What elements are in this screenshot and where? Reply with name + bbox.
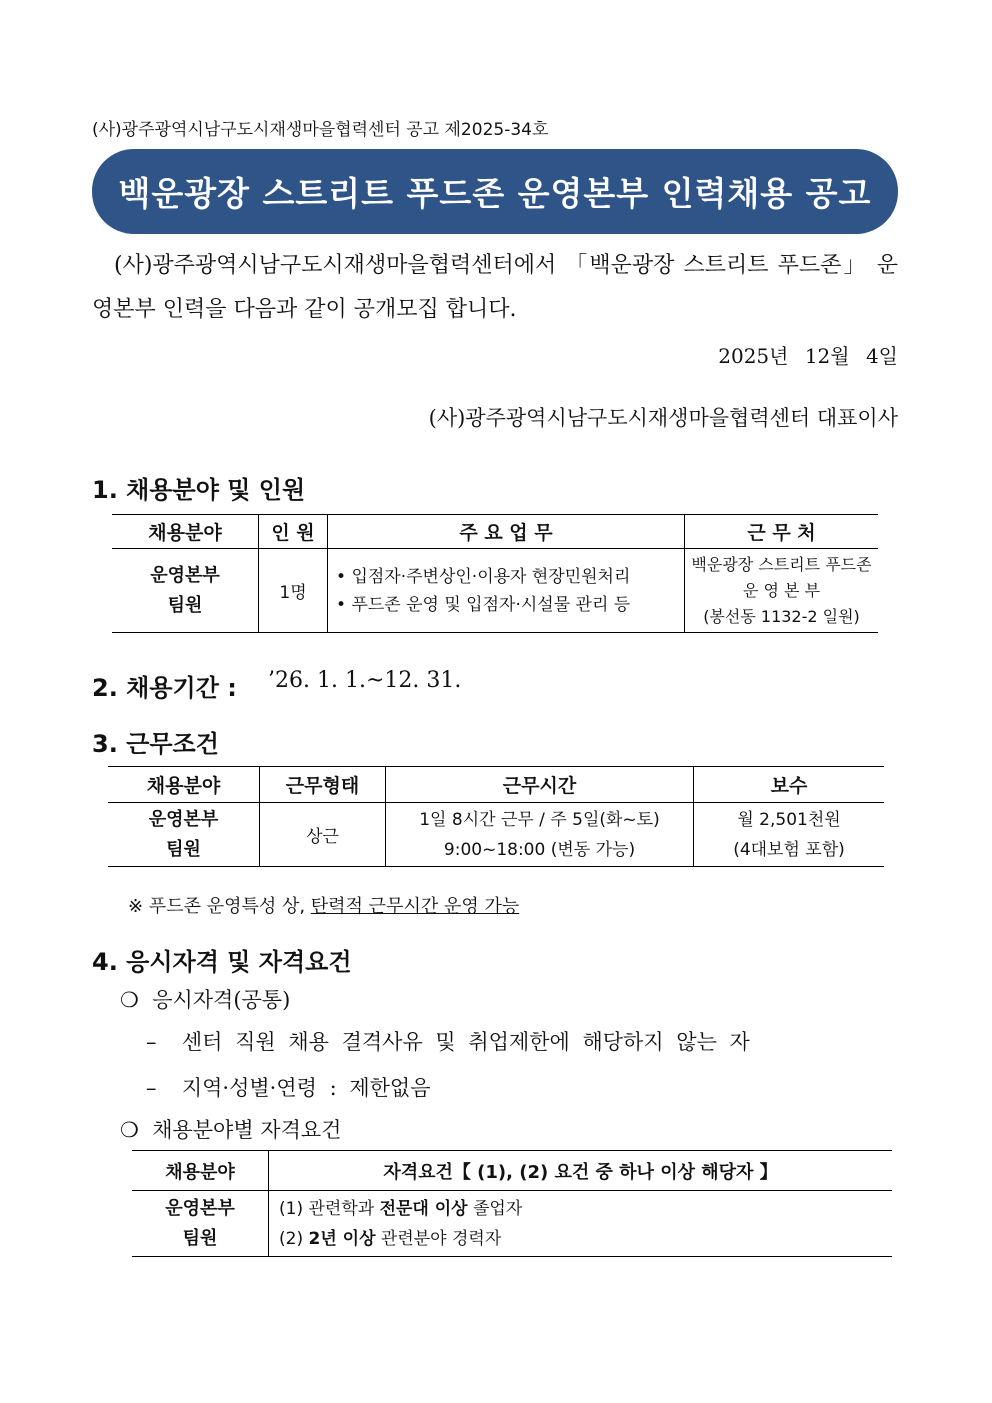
col-header-type: 근무형태 [260,767,386,803]
col-header-hours: 근무시간 [386,767,694,803]
field-line: 팀원 [182,1227,218,1249]
col-header-field: 채용분야 [108,767,260,803]
requirements-cell [269,1191,893,1257]
note-underlined-text: 탄력적 근무시간 운영 가능 [310,896,520,917]
section4-heading: 4. 응시자격 및 자격요건 [92,948,352,976]
list-item: – 센터 직원 채용 결격사유 및 취업제한에 해당하지 않는 자 [146,1030,750,1054]
req-bold-text: 2년 이상 [308,1228,376,1249]
req-text: 졸업자 [467,1198,523,1219]
field-title-text: 채용분야별 자격요건 [152,1118,342,1142]
col-header-duties: 주 요 업 무 [328,515,685,549]
section1-heading: 1. 채용분야 및 인원 [92,476,306,504]
req-bold-text: 전문대 이상 [379,1198,468,1219]
working-hours-note [128,892,519,918]
section2-heading: 2. 채용기간 : [92,674,237,702]
list-item: • 입점자·주변상인·이용자 현장민원처리 [336,563,684,591]
notice-number: (사)광주광역시남구도시재생마을협력센터 공고 제2025-34호 [92,120,549,140]
field-cell [108,803,260,867]
req-text: (2) [279,1228,309,1249]
col-header-field: 채용분야 [132,1151,269,1191]
field-line: 팀원 [167,594,203,616]
count-cell: 1명 [259,549,328,633]
field-qualification-title [120,1114,341,1144]
requirement-2 [279,1224,892,1254]
field-line: 운영본부 [148,808,219,830]
pay-cell [694,803,885,867]
req-text: (1) 관련학과 [279,1198,380,1219]
col-header-pay: 보수 [694,767,885,803]
circle-icon: ❍ [120,988,139,1012]
pay-line: 월 2,501천원 [737,809,841,830]
recruitment-table [112,514,878,633]
table-row [108,803,884,867]
col-header-workplace: 근 무 처 [685,515,879,549]
hours-line: 9:00~18:00 (변동 가능) [443,839,636,860]
table-row [112,549,878,633]
hours-line: 1일 8시간 근무 / 주 5일(화~토) [419,809,660,830]
list-item: • 푸드존 운영 및 입점자·시설물 관리 등 [336,591,684,619]
col-header-count: 인 원 [259,515,328,549]
circle-icon: ❍ [120,1118,139,1142]
pay-line: (4대보험 포함) [733,839,845,860]
qualification-table [132,1150,892,1257]
workplace-line: 운 영 본 부 [742,580,821,600]
page-title: 백운광장 스트리트 푸드존 운영본부 인력채용 공고 [118,174,872,213]
list-item-text: 지역·성별·연령 : 제한없음 [181,1076,431,1100]
col-header-requirements: 자격요건【 (1), (2) 요건 중 하나 이상 해당자 】 [269,1151,893,1191]
field-cell [112,549,259,633]
col-header-field: 채용분야 [112,515,259,549]
list-item: – 지역·성별·연령 : 제한없음 [146,1076,431,1100]
conditions-table [108,766,884,867]
note-text: ※ 푸드존 운영특성 상, [128,896,311,917]
issuer: (사)광주광역시남구도시재생마을협력센터 대표이사 [428,406,898,430]
common-qualification-title [120,984,290,1014]
common-title-text: 응시자격(공통) [152,988,291,1012]
list-item-text: 센터 직원 채용 결격사유 및 취업제한에 해당하지 않는 자 [181,1030,750,1054]
workplace-line: (봉선동 1132-2 일원) [703,606,860,626]
title-banner [92,149,898,234]
intro-text: (사)광주광역시남구도시재생마을협력센터에서 「백운광장 스트리트 푸드존」 운영본부 인력을 다음과 같이 공개모집 합니다. [92,253,898,322]
intro-paragraph [92,244,898,332]
table-row [132,1191,892,1257]
notice-date: 2025년 12월 4일 [718,344,898,368]
field-line: 운영본부 [150,564,220,586]
field-cell [132,1191,269,1257]
type-cell: 상근 [260,803,386,867]
field-line: 운영본부 [165,1197,235,1219]
req-text: 관련분야 경력자 [375,1228,502,1249]
recruitment-period: ’26. 1. 1.~12. 31. [268,668,462,693]
section3-heading: 3. 근무조건 [92,730,219,758]
workplace-cell [685,549,879,633]
requirement-1 [279,1194,892,1224]
duties-cell [328,549,685,633]
field-line: 팀원 [166,838,201,860]
hours-cell [386,803,694,867]
workplace-line: 백운광장 스트리트 푸드존 [691,554,872,574]
